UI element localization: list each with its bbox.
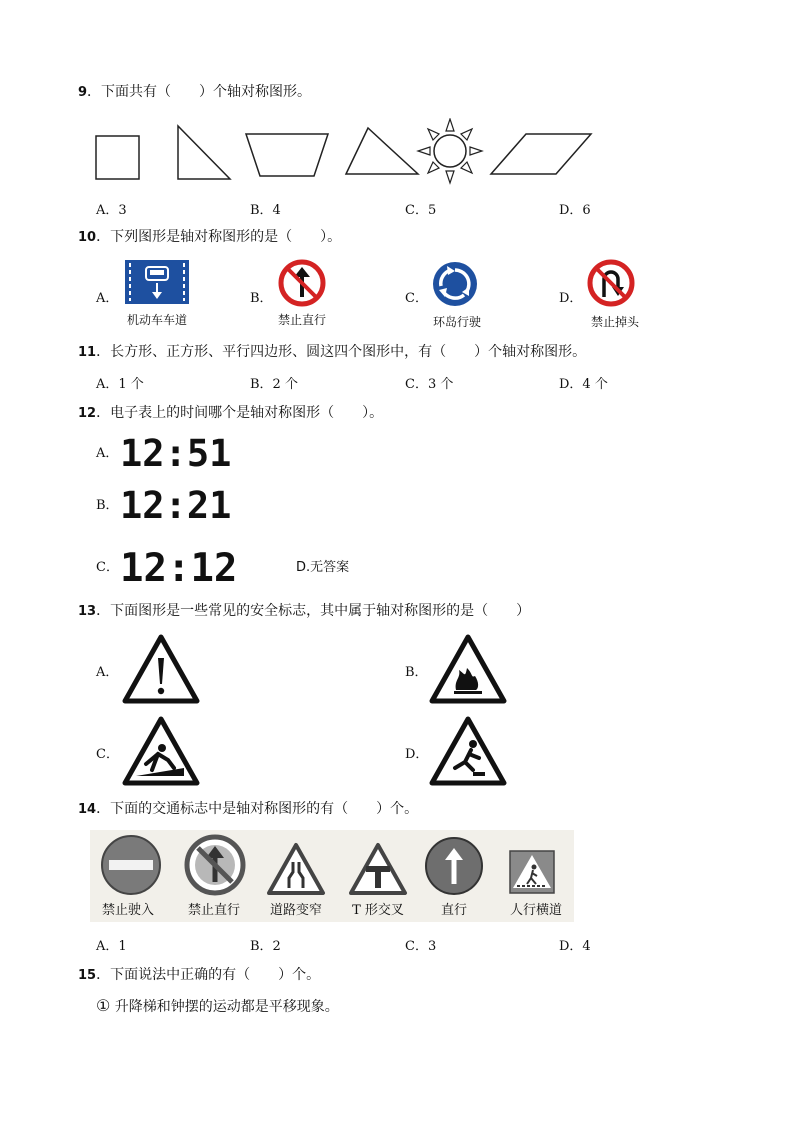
go-straight-sign-icon [424,836,484,896]
sun-icon [418,119,482,183]
q9-shapes [88,118,608,186]
warning-exclamation-sign-icon [122,634,200,704]
q9-option-a[interactable]: A．3 [96,203,127,218]
roundabout-sign-icon [431,260,479,308]
flammable-warning-sign-icon [429,634,507,704]
q9-option-c[interactable]: C．5 [405,203,437,218]
question-15: 15．下面说法中正确的有（ ）个。 [78,967,321,983]
q12-option-c[interactable]: C． [96,560,119,575]
sign-label-no-straight: 禁止直行 [187,903,240,918]
no-u-turn-sign-icon [587,259,635,307]
q14-option-a[interactable]: A．1 [96,939,127,954]
square-icon [96,136,139,179]
q14-option-d[interactable]: D．4 [559,939,591,954]
t-junction-sign-icon [348,842,408,896]
sign-label-t-junction: T 形交叉 [352,903,404,918]
no-straight-grey-sign-icon [184,834,246,896]
slippery-warning-sign-icon [122,716,200,786]
q12-time-b: 12:21 [120,484,232,526]
trapezoid-icon [246,134,328,176]
crosswalk-sign-icon [509,850,555,894]
q11-option-d[interactable]: D．4 个 [559,377,608,392]
q12-time-c: 12:12 [120,546,238,589]
q9-option-d[interactable]: D．6 [559,203,591,218]
q12-option-b[interactable]: B． [96,498,119,513]
clock-a-icon [118,432,258,474]
right-triangle-icon [178,126,230,179]
q11-option-a[interactable]: A．1 个 [96,377,144,392]
q10-caption-c: 环岛行驶 [432,315,481,329]
sign-label-no-entry: 禁止驶入 [101,903,154,918]
q10-option-a[interactable]: A． [96,291,119,306]
scalene-triangle-icon [346,128,418,174]
q10-caption-d: 禁止掉头 [590,315,639,329]
sign-label-road-narrows: 道路变窄 [269,903,322,918]
question-9: 9．下面共有（ ）个轴对称图形。 [78,84,312,100]
question-13: 13．下面图形是一些常见的安全标志，其中属于轴对称图形的是（ ） [78,603,531,619]
q13-option-d[interactable]: D． [405,747,429,762]
road-narrows-sign-icon [266,842,326,896]
question-10: 10．下列图形是轴对称图形的是（ ）。 [78,229,342,245]
q9-option-b[interactable]: B．4 [250,203,281,218]
q10-option-d[interactable]: D． [559,291,583,306]
q13-option-b[interactable]: B． [405,665,428,680]
clock-c-icon [118,545,258,589]
circled-number-marker: ① [96,996,111,1015]
q10-caption-a: 机动车车道 [126,313,187,327]
q11-option-b[interactable]: B．2 个 [250,377,298,392]
q12-option-a[interactable]: A． [96,446,119,461]
q14-option-b[interactable]: B．2 [250,939,281,954]
question-12: 12．电子表上的时间哪个是轴对称图形（ ）。 [78,405,384,421]
q12-time-a: 12:51 [120,432,232,474]
parallelogram-icon [491,134,591,174]
q10-option-b[interactable]: B． [250,291,273,306]
q11-option-c[interactable]: C．3 个 [405,377,454,392]
sign-label-go-straight: 直行 [440,903,467,918]
no-entry-sign-icon [100,834,162,896]
sign-label-crosswalk: 人行横道 [509,903,562,918]
question-14: 14．下面的交通标志中是轴对称图形的有（ ）个。 [78,801,419,817]
trip-hazard-sign-icon [429,716,507,786]
q14-option-c[interactable]: C．3 [405,939,437,954]
q10-option-c[interactable]: C． [405,291,428,306]
clock-b-icon [118,484,258,526]
q13-option-a[interactable]: A． [96,665,119,680]
q15-statement-1: ① 升降梯和钟摆的运动都是平移现象。 [96,996,339,1015]
motor-lane-sign-icon [124,259,190,305]
no-straight-sign-icon [278,259,326,307]
q10-caption-b: 禁止直行 [277,313,326,327]
q13-option-c[interactable]: C． [96,747,119,762]
question-11: 11．长方形、正方形、平行四边形、圆这四个图形中，有（ ）个轴对称图形。 [78,344,587,360]
q12-option-d[interactable]: D.无答案 [296,560,350,575]
